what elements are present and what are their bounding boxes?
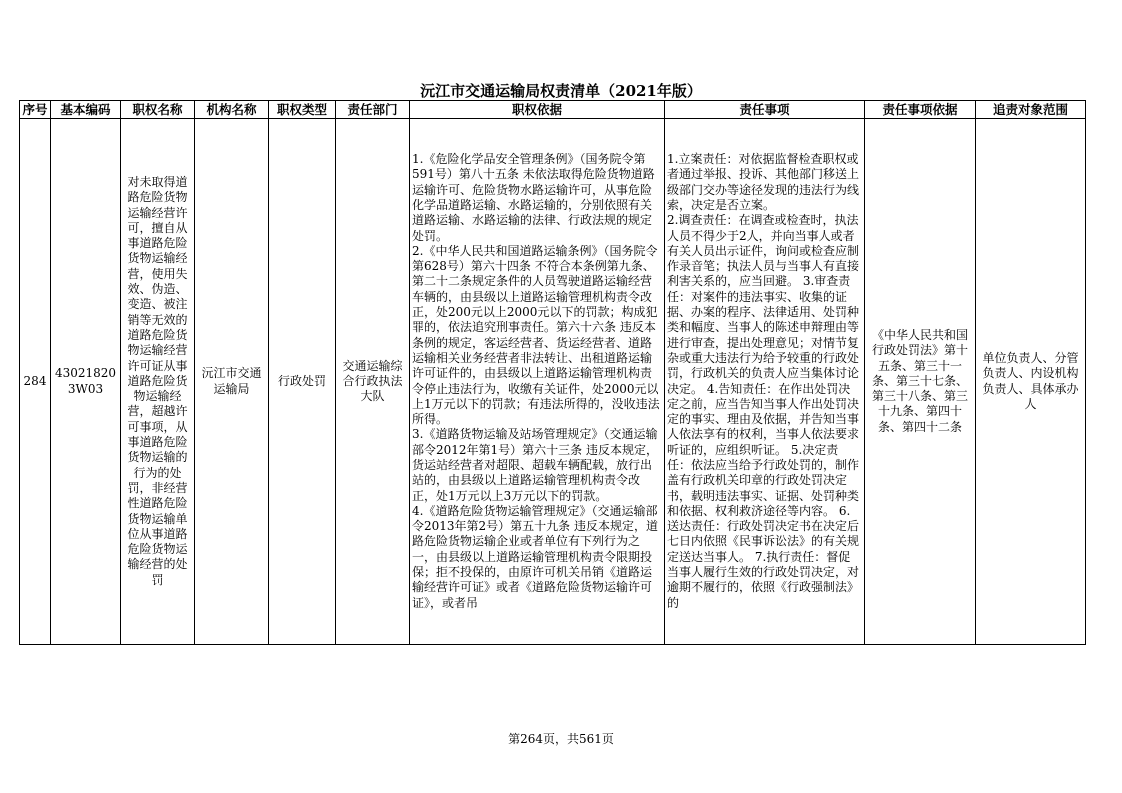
header-power-name: 职权名称 bbox=[121, 101, 195, 119]
cell-accountability: 单位负责人、分管负责人、内设机构负责人、具体承办人 bbox=[976, 119, 1086, 645]
header-code: 基本编码 bbox=[51, 101, 121, 119]
header-number: 序号 bbox=[20, 101, 51, 119]
header-legal-basis: 职权依据 bbox=[410, 101, 665, 119]
cell-duties-basis: 《中华人民共和国行政处罚法》第十五条、第三十一条、第三十七条、第三十八条、第三十九条、第四十条、第四十二条 bbox=[865, 119, 976, 645]
cell-duties: 1.立案责任：对依据监督检查职权或者通过举报、投诉、其他部门移送上级部门交办等途径发现的违法行为线索，决定是否立案。 2.调查责任：在调查或检查时，执法人员不得少于2人，并向当事人或者有关人员出示证件，询问或检查应制作录音笔；执法人员与当事人有直接利害关系的，应当回避。 3.审查责任：对案件的违法事实、收集的证据、办案的程序、法律适用、处罚种类和幅度、当事人的陈述申辩理由等进行审查，提出处理意见；对情节复杂或重大违法行为给予较重的行政处罚，行政机关的负责人应当集体讨论决定。 4.告知责任：在作出处罚决定之前，应当告知当事人作出处罚决定的事实、理由及依据，并告知当事人依法享有的权利，当事人依法要求听证的，应组织听证。 5.决定责任：依法应当给予行政处罚的，制作盖有行政机关印章的行政处罚决定书，载明违法事实、证据、处罚种类和依据、权利救济途径等内容。 6.送达责任：行政处罚决定书在决定后七日内依照《民事诉讼法》的有关规定送达当事人。 7.执行责任：督促当事人履行生效的行政处罚决定，对逾期不履行的，依照《行政强制法》的 bbox=[665, 119, 865, 645]
cell-code: 430218203W03 bbox=[51, 119, 121, 645]
header-duties: 责任事项 bbox=[665, 101, 865, 119]
header-duties-basis: 责任事项依据 bbox=[865, 101, 976, 119]
power-list-table bbox=[19, 100, 1086, 645]
cell-org-name: 沅江市交通运输局 bbox=[195, 119, 269, 645]
header-department: 责任部门 bbox=[336, 101, 410, 119]
header-power-type: 职权类型 bbox=[269, 101, 336, 119]
header-org-name: 机构名称 bbox=[195, 101, 269, 119]
table-header-row bbox=[20, 101, 1086, 119]
cell-power-name: 对未取得道路危险货物运输经营许可，擅自从事道路危险货物运输经营，使用失效、伪造、变造、被注销等无效的道路危险货物运输经营许可证从事道路危险货物运输经营，超越许可事项，从事道路危险货物运输的行为的处罚，非经营性道路危险货物运输单位从事道路危险货物运输经营的处罚 bbox=[121, 119, 195, 645]
cell-legal-basis: 1.《危险化学品安全管理条例》（国务院令第591号）第八十五条 未依法取得危险货物道路运输许可、危险货物水路运输许可，从事危险化学品道路运输、水路运输的，分别依照有关道路运输、水路运输的法律、行政法规的规定处罚。 2.《中华人民共和国道路运输条例》（国务院令第628号）第六十四条 不符合本条例第九条、第二十二条规定条件的人员驾驶道路运输经营车辆的，由县级以上道路运输管理机构责令改正，处200元以上2000元以下的罚款；构成犯罪的，依法追究刑事责任。第六十六条 违反本条例的规定，客运经营者、货运经营者、道路运输相关业务经营者非法转让、出租道路运输许可证件的，由县级以上道路运输管理机构责令停止违法行为，收缴有关证件，处2000元以上1万元以下的罚款；有违法所得的，没收违法所得。 3.《道路货物运输及站场管理规定》（交通运输部令2012年第1号）第六十三条 违反本规定，货运站经营者对超限、超载车辆配载，放行出站的，由县级以上道路运输管理机构责令改正，处1万元以上3万元以下的罚款。 4.《道路危险货物运输管理规定》（交通运输部令2013年第2号）第五十九条 违反本规定，道路危险货物运输企业或者单位有下列行为之一，由县级以上道路运输管理机构责令限期投保；拒不投保的，由原许可机关吊销《道路运输经营许可证》或者《道路危险货物运输许可证》，或者吊 bbox=[410, 119, 665, 645]
cell-department: 交通运输综合行政执法大队 bbox=[336, 119, 410, 645]
cell-number: 284 bbox=[20, 119, 51, 645]
table-row bbox=[20, 119, 1086, 645]
cell-power-type: 行政处罚 bbox=[269, 119, 336, 645]
page-footer: 第264页，共561页 bbox=[508, 732, 614, 746]
header-accountability: 追责对象范围 bbox=[976, 101, 1086, 119]
document-title: 沅江市交通运输局权责清单（2021年版） bbox=[420, 82, 702, 100]
